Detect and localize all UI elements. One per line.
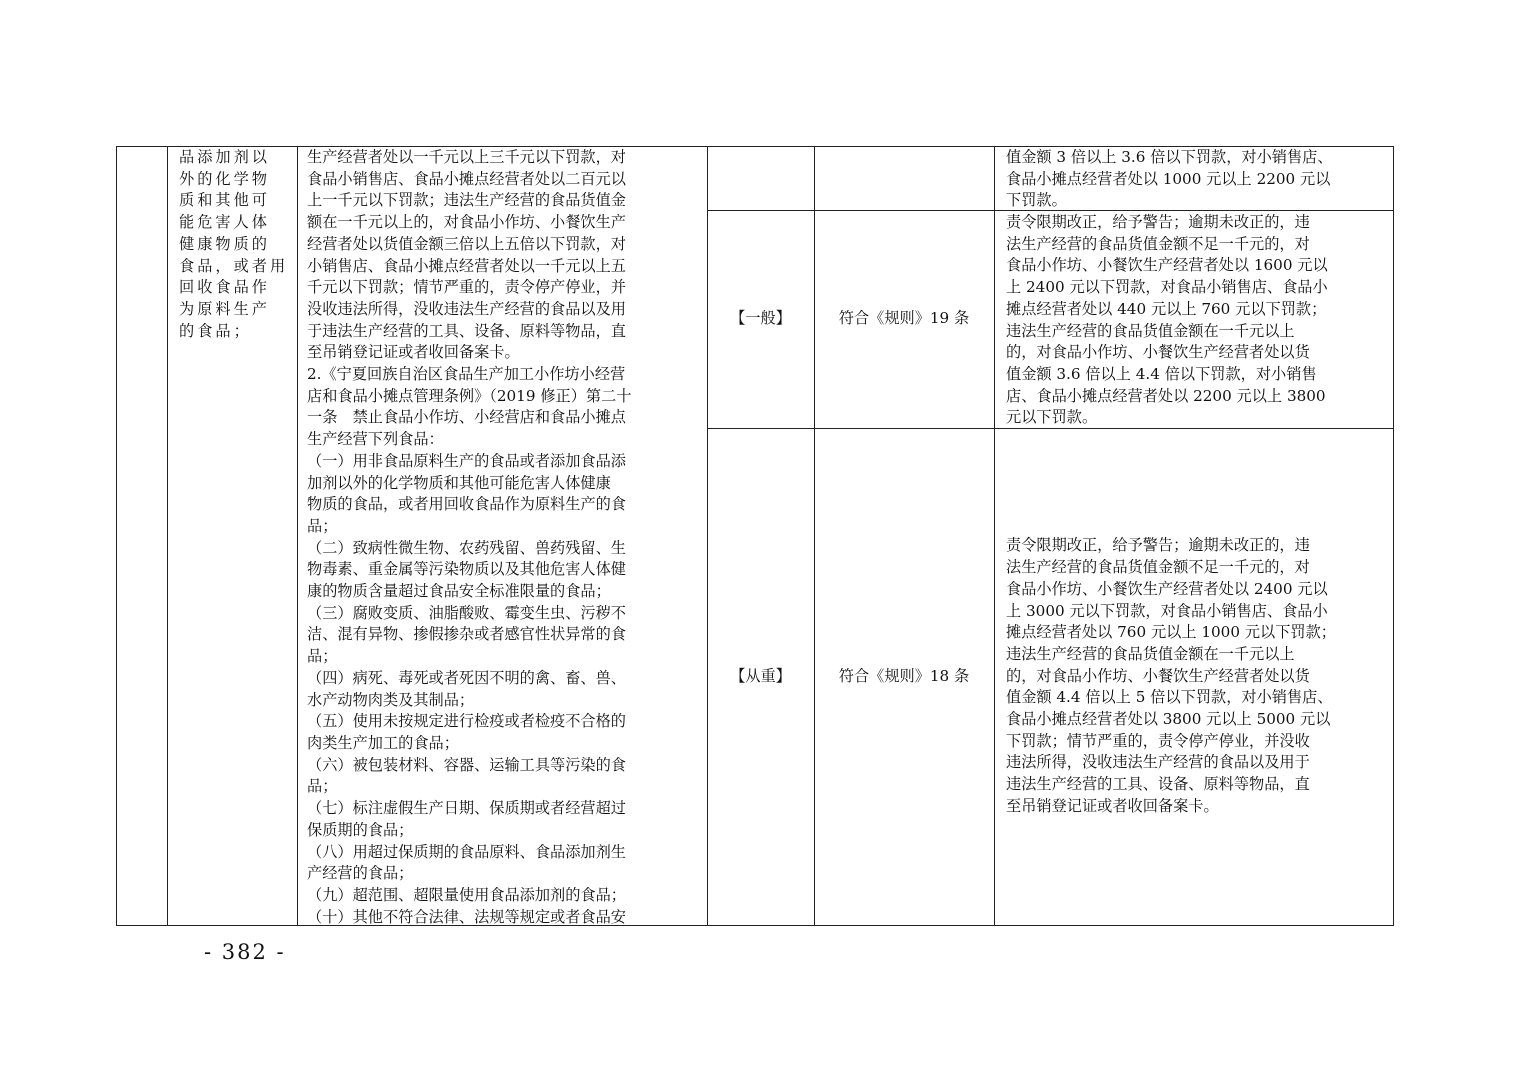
condition-cell: 符合《规则》19 条 [838,309,970,328]
penalty-cell: 值金额 3 倍以上 3.6 倍以下罚款，对小销售店、 食品小摊点经营者处以 1000 元以上 2200 元以 下罚款。 [1006,148,1333,210]
level-cell [707,147,814,210]
level-cell: 【从重】 [730,666,791,685]
column-divider [994,147,995,925]
column-divider [167,147,168,925]
penalty-cell: 责令限期改正，给予警告；逾期未改正的，违 法生产经营的食品货值金额不足一千元的，对 食品小作坊、小餐饮生产经营者处以 1600 元以 上 2400 元以下罚款，对食品小销售店、食品小 摊点经营者处以 440 元以上 760 元以下罚款； 违法生产经营的食品货值金额在一千元以上 的，对食品小作坊、小餐饮生产经营者处以货 值金额 3.6 倍以上 4.4 倍以下罚款，对小销售 店、食品小摊点经营者处以 2200 元以上 3800 元以下罚款。 [1006,213,1328,427]
page-number: - 382 - [204,940,286,964]
condition-cell [814,147,994,210]
column-divider [297,147,298,925]
index-cell [117,147,167,925]
condition-cell: 符合《规则》18 条 [838,666,970,685]
penalty-text: 责令限期改正，给予警告；逾期未改正的，违 法生产经营的食品货值金额不足一千元的，对 食品小作坊、小餐饮生产经营者处以 2400 元以 上 3000 元以下罚款，对食品小销售店、食品小 摊点经营者处以 760 元以上 1000 元以下罚款； 违法生产经营的食品货值金额在一千元以上 的，对食品小作坊、小餐饮生产经营者处以货 值金额 4.4 倍以上 5 倍以下罚款，对小销售店、 食品小摊点经营者处以 3800 元以上 5000 元以 下罚款；情节严重的，责令停产停业，并没收 违法所得，没收违法生产经营的食品以及用于 违法生产经营的工具、设备、原料等物品，直 至吊销登记证或者收回备案卡。 [1006,536,1336,815]
penalty-cell [1006,428,1392,925]
penalty-table [116,146,1394,926]
violation-category-cell: 品添加剂以 外的化学物 质和其他可 能危害人体 健康物质的 食品，或者用 回收食品作 为原料生产 的食品； [179,148,289,340]
legal-basis-cell: 生产经营者处以一千元以上三千元以下罚款，对 食品小销售店、食品小摊点经营者处以二百元以 上一千元以下罚款；违法生产经营的食品货值金 额在一千元以上的，对食品小作坊、小餐饮生产 经营者处以货值金额三倍以上五倍以下罚款，对 小销售店、食品小摊点经营者处以一千元以上五 千元以下罚款；情节严重的，责令停产停业，并 没收违法所得，没收违法生产经营的食品以及用 于违法生产经营的工具、设备、原料等物品，直 至吊销登记证或者收回备案卡。 2.《宁夏回族自治区食品生产加工小作坊小经营 店和食品小摊点管理条例》（2019 修正）第二十 一条 禁止食品小作坊、小经营店和食品小摊点 生产经营下列食品： （一）用非食品原料生产的食品或者添加食品添 加剂以外的化学物质和其他可能危害人体健康 物质的食品，或者用回收食品作为原料生产的食 品； （二）致病性微生物、农药残留、兽药残留、生 物毒素、重金属等污染物质以及其他危害人体健 康的物质含量超过食品安全标准限量的食品； （三）腐败变质、油脂酸败、霉变生虫、污秽不 洁、混有异物、掺假掺杂或者感官性状异常的食 品； （四）病死、毒死或者死因不明的禽、畜、兽、 水产动物肉类及其制品； （五）使用未按规定进行检疫或者检疫不合格的 肉类生产加工的食品； （六）被包装材料、容器、运输工具等污染的食 品； （七）标注虚假生产日期、保质期或者经营超过 保质期的食品； （八）用超过保质期的食品原料、食品添加剂生 产经营的食品； （九）超范围、超限量使用食品添加剂的食品； （十）其他不符合法律、法规等规定或者食品安 [307,148,632,926]
level-cell: 【一般】 [730,309,791,328]
